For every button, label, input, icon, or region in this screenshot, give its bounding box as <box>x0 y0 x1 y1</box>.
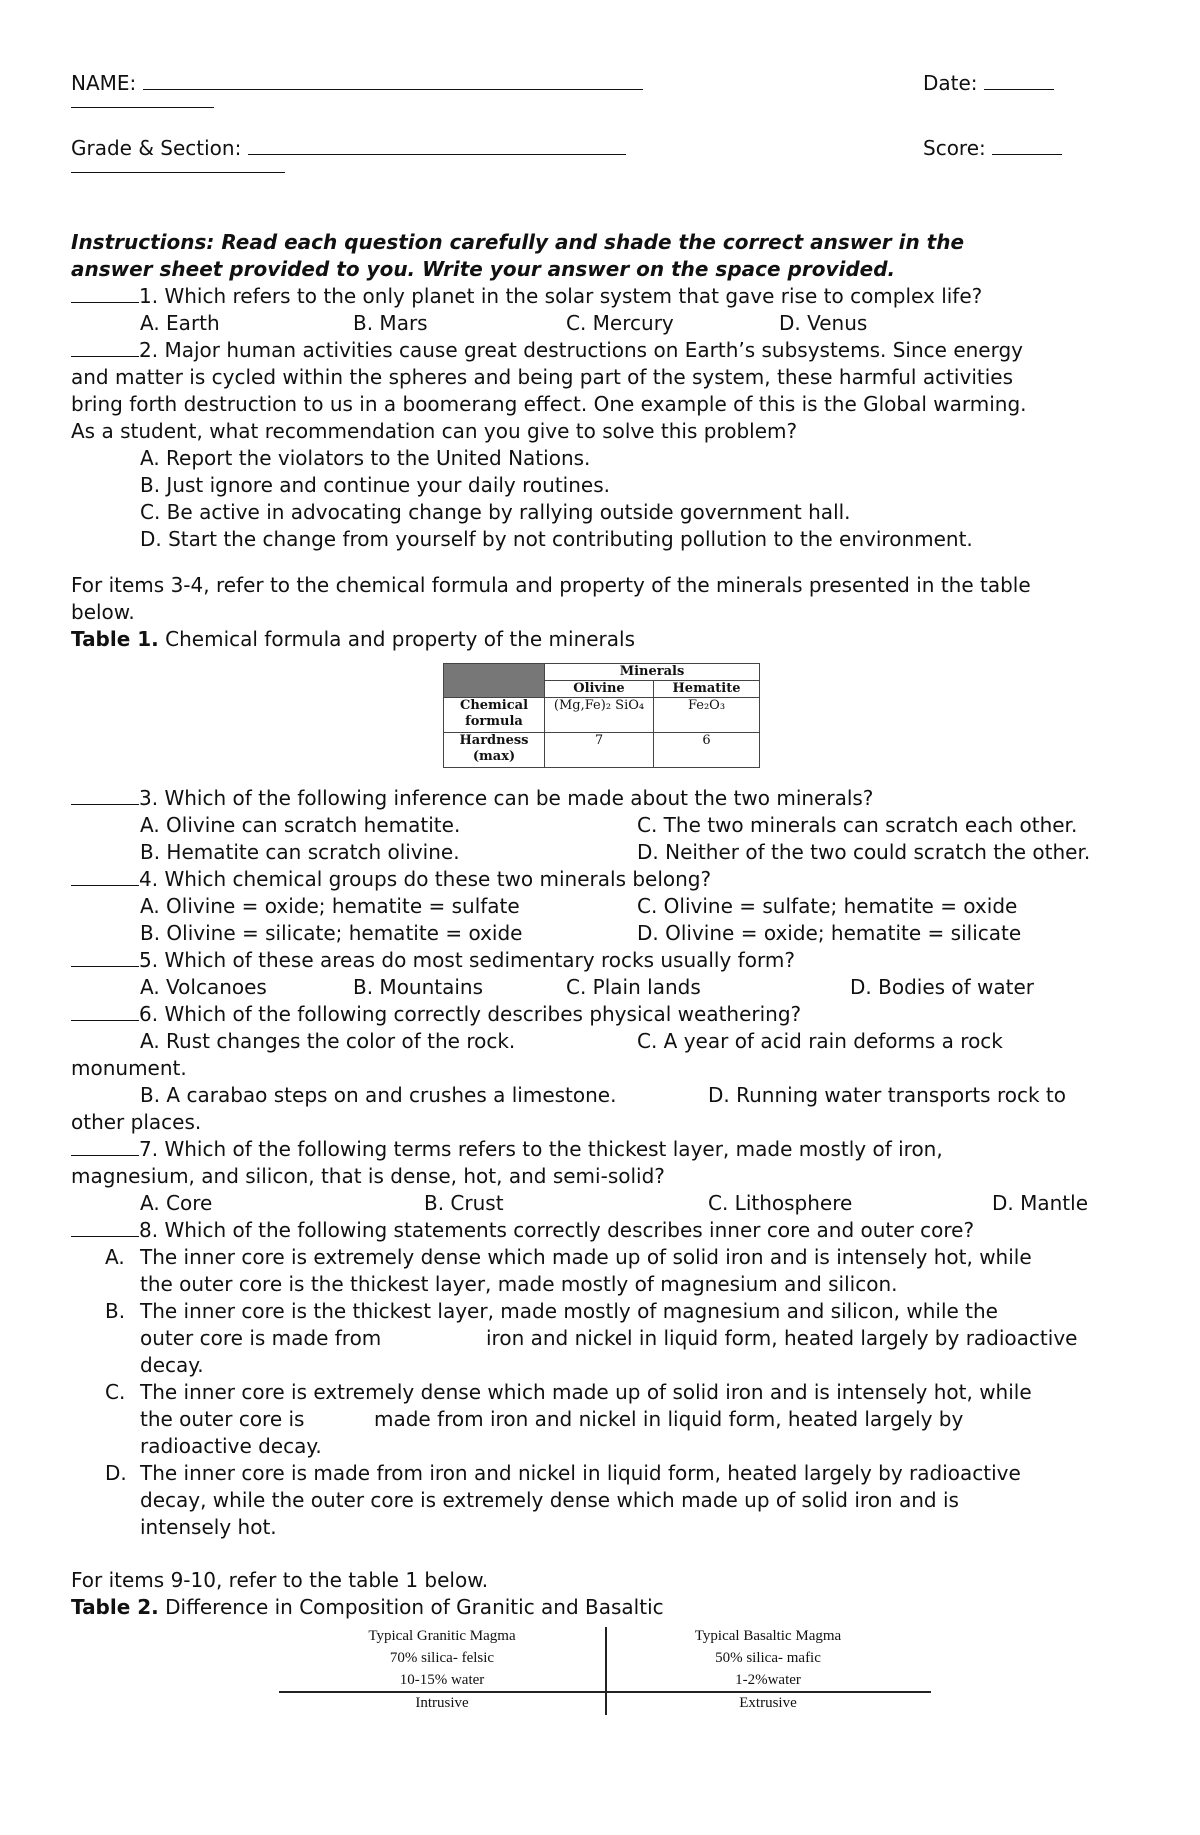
items-9-10-intro: For items 9-10, refer to the table 1 below. <box>71 1568 489 1592</box>
q7-option-b: B. Crust <box>424 1191 504 1215</box>
q8-option-c-line-1: The inner core is extremely dense which made up of solid iron and is intensely hot, while <box>140 1380 1032 1404</box>
question-8-stem: 8. Which of the following statements correctly describes inner core and outer core? <box>139 1218 975 1242</box>
q1-option-b: B. Mars <box>353 311 428 335</box>
q8-option-a-label: A. <box>105 1245 125 1269</box>
q7-option-a: A. Core <box>140 1191 213 1215</box>
q5-option-a: A. Volcanoes <box>140 975 267 999</box>
q4-option-a: A. Olivine = oxide; hematite = sulfate <box>140 894 520 918</box>
question-4-stem: 4. Which chemical groups do these two minerals belong? <box>139 867 712 891</box>
q7-option-c: C. Lithosphere <box>708 1191 853 1215</box>
q1-option-a: A. Earth <box>140 311 220 335</box>
question-1 <box>71 283 982 310</box>
table-1-corner <box>444 664 545 698</box>
q8-option-b-line-2a: outer core is made from <box>140 1326 382 1350</box>
answer-blank-8[interactable] <box>71 1218 139 1237</box>
q8-option-b-line-2b: iron and nickel in liquid form, heated largely by radioactive <box>486 1326 1078 1350</box>
q1-option-d: D. Venus <box>779 311 868 335</box>
answer-blank-4[interactable] <box>71 867 139 886</box>
q6-option-d: D. Running water transports rock to <box>708 1083 1066 1107</box>
q7-option-d: D. Mantle <box>992 1191 1089 1215</box>
hematite-header: Hematite <box>654 681 760 698</box>
score-label: Score: <box>923 136 986 160</box>
question-7-stem-2: magnesium, and silicon, that is dense, hot, and semi-solid? <box>71 1164 665 1188</box>
question-6-stem: 6. Which of the following correctly describes physical weathering? <box>139 1002 802 1026</box>
basaltic-silica: 50% silica- mafic <box>715 1650 821 1666</box>
question-2-stem-4: As a student, what recommendation can you give to solve this problem? <box>71 419 798 443</box>
q6-option-c: C. A year of acid rain deforms a rock <box>637 1029 1003 1053</box>
minerals-header: Minerals <box>545 664 760 681</box>
instructions-line-2: answer sheet provided to you. Write your answer on the space provided. <box>71 257 896 281</box>
grade-section-label: Grade & Section: <box>71 136 242 160</box>
q8-option-c-line-2b: made from iron and nickel in liquid form, heated largely by <box>374 1407 964 1431</box>
answer-blank-2[interactable] <box>71 338 139 357</box>
q4-option-c: C. Olivine = sulfate; hematite = oxide <box>637 894 1018 918</box>
table-2-label: Table 2. <box>71 1595 159 1619</box>
question-7 <box>71 1136 943 1163</box>
score-blank[interactable] <box>992 136 1062 155</box>
q2-option-b: B. Just ignore and continue your daily routines. <box>140 473 610 497</box>
q4-option-b: B. Olivine = silicate; hematite = oxide <box>140 921 523 945</box>
table-2-caption-text: Difference in Composition of Granitic and Basaltic <box>158 1595 664 1619</box>
question-6 <box>71 1001 801 1028</box>
question-1-stem: 1. Which refers to the only planet in the solar system that gave rise to complex life? <box>139 284 983 308</box>
magma-table <box>279 1625 931 1715</box>
question-5-stem: 5. Which of these areas do most sedimentary rocks usually form? <box>139 948 795 972</box>
answer-blank-1[interactable] <box>71 284 139 303</box>
date-field[interactable] <box>923 70 1054 97</box>
granitic-water: 10-15% water <box>399 1672 485 1688</box>
hardness-header: Hardness (max) <box>444 733 545 768</box>
question-8 <box>71 1217 974 1244</box>
basaltic-type: Extrusive <box>739 1695 797 1711</box>
question-5 <box>71 947 795 974</box>
q8-option-a-line-1: The inner core is extremely dense which made up of solid iron and is intensely hot, while <box>140 1245 1032 1269</box>
chemical-formula-header: Chemical formula <box>444 698 545 733</box>
question-2-stem-2: and matter is cycled within the spheres and being part of the system, these harmful activities <box>71 365 1013 389</box>
table-1-label: Table 1. <box>71 627 159 651</box>
question-3-stem: 3. Which of the following inference can be made about the two minerals? <box>139 786 874 810</box>
q5-option-d: D. Bodies of water <box>850 975 1035 999</box>
instructions-line-1: Instructions: Read each question carefully and shade the correct answer in the <box>71 230 965 254</box>
minerals-table <box>443 663 760 768</box>
q1-option-c: C. Mercury <box>566 311 674 335</box>
answer-blank-7[interactable] <box>71 1137 139 1156</box>
basaltic-water: 1-2%water <box>735 1672 801 1688</box>
q6-option-d-continued: other places. <box>71 1110 202 1134</box>
question-4 <box>71 866 711 893</box>
table-2-caption <box>71 1594 664 1621</box>
answer-blank-3[interactable] <box>71 786 139 805</box>
q3-option-a: A. Olivine can scratch hematite. <box>140 813 461 837</box>
q4-option-d: D. Olivine = oxide; hematite = silicate <box>637 921 1022 945</box>
q8-option-a-line-2: the outer core is the thickest layer, made mostly of magnesium and silicon. <box>140 1272 898 1296</box>
q6-option-c-continued: monument. <box>71 1056 187 1080</box>
date-label: Date: <box>923 71 978 95</box>
q8-option-d-line-2: decay, while the outer core is extremely dense which made up of solid iron and is <box>140 1488 959 1512</box>
granitic-silica: 70% silica- felsic <box>389 1650 495 1666</box>
q3-option-c: C. The two minerals can scratch each other. <box>637 813 1078 837</box>
q8-option-b-label: B. <box>105 1299 126 1323</box>
grade-blank-continuation <box>71 153 285 180</box>
q8-option-b-line-3: decay. <box>140 1353 204 1377</box>
olivine-header: Olivine <box>545 681 654 698</box>
name-blank[interactable] <box>143 71 643 90</box>
basaltic-header: Typical Basaltic Magma <box>694 1628 842 1644</box>
q8-option-c-line-2a: the outer core is <box>140 1407 305 1431</box>
hematite-formula: Fe₂O₃ <box>654 698 760 733</box>
granitic-type: Intrusive <box>415 1695 469 1711</box>
question-3 <box>71 785 873 812</box>
granitic-header: Typical Granitic Magma <box>368 1628 516 1644</box>
question-2-stem-3: bring forth destruction to us in a boomerang effect. One example of this is the Global warming. <box>71 392 1027 416</box>
q3-option-b: B. Hematite can scratch olivine. <box>140 840 460 864</box>
q5-option-b: B. Mountains <box>353 975 484 999</box>
q8-option-d-label: D. <box>105 1461 127 1485</box>
table-1-caption <box>71 626 635 653</box>
date-blank[interactable] <box>984 71 1054 90</box>
question-7-stem-1: 7. Which of the following terms refers to the thickest layer, made mostly of iron, <box>139 1137 943 1161</box>
q8-option-c-line-3: radioactive decay. <box>140 1434 322 1458</box>
answer-blank-5[interactable] <box>71 948 139 967</box>
q2-option-a: A. Report the violators to the United Nations. <box>140 446 591 470</box>
q8-option-b-line-1: The inner core is the thickest layer, made mostly of magnesium and silicon, while the <box>140 1299 998 1323</box>
score-field[interactable] <box>923 135 1062 162</box>
table-1-caption-text: Chemical formula and property of the minerals <box>158 627 636 651</box>
question-2 <box>71 337 1023 364</box>
name-blank-continuation <box>71 88 214 115</box>
q2-option-c: C. Be active in advocating change by rallying outside government hall. <box>140 500 851 524</box>
q8-option-c-label: C. <box>105 1380 126 1404</box>
items-3-4-intro-2: below. <box>71 600 135 624</box>
hematite-hardness: 6 <box>654 733 760 768</box>
q8-option-d-line-1: The inner core is made from iron and nickel in liquid form, heated largely by radioactive <box>140 1461 1021 1485</box>
olivine-hardness: 7 <box>545 733 654 768</box>
olivine-formula: (Mg,Fe)₂ SiO₄ <box>545 698 654 733</box>
q6-option-a: A. Rust changes the color of the rock. <box>140 1029 516 1053</box>
q2-option-d: D. Start the change from yourself by not contributing pollution to the environment. <box>140 527 973 551</box>
q6-option-b: B. A carabao steps on and crushes a limestone. <box>140 1083 617 1107</box>
grade-section-blank[interactable] <box>248 136 626 155</box>
q3-option-d: D. Neither of the two could scratch the other. <box>637 840 1091 864</box>
question-2-stem-1: 2. Major human activities cause great destructions on Earth’s subsystems. Since energy <box>139 338 1024 362</box>
name-label: NAME: <box>71 71 137 95</box>
answer-blank-6[interactable] <box>71 1002 139 1021</box>
q8-option-d-line-3: intensely hot. <box>140 1515 277 1539</box>
items-3-4-intro-1: For items 3-4, refer to the chemical formula and property of the minerals presented in the table <box>71 573 1031 597</box>
q5-option-c: C. Plain lands <box>566 975 701 999</box>
